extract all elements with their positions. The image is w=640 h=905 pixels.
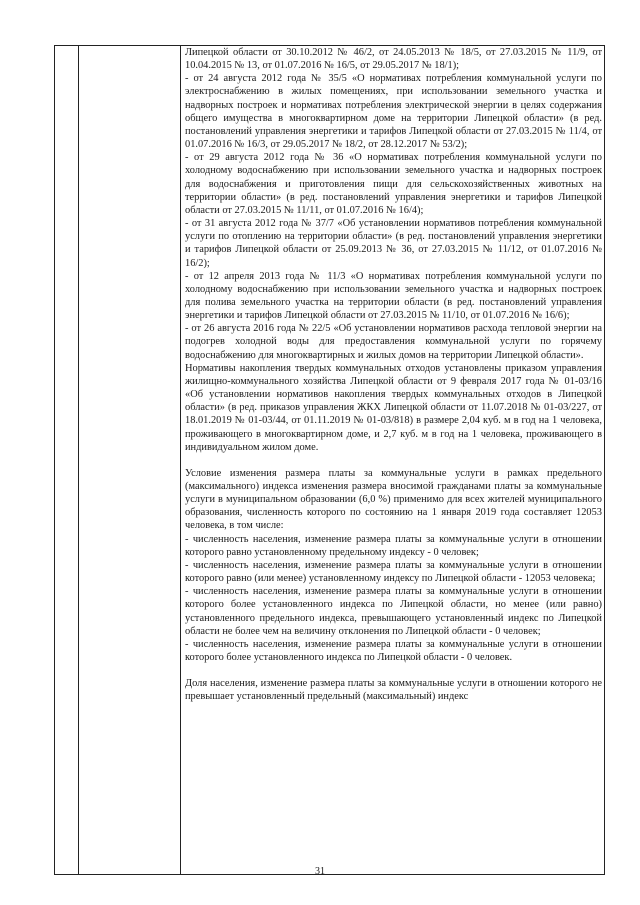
paragraph: - от 29 августа 2012 года № 36 «О нормативах потребления коммунальной услуги по холодному водоснабжению при использовании земельного участка и надворных построек для водоснабжения и приготовления пищи для сельскохозяйственных животных на территории области» (в ред. постановлений управления энергетики и тарифов Липецкой области от 27.03.2015 № 11/11, от 01.07.2016 № 16/4);: [185, 152, 602, 216]
blank-line: [185, 664, 602, 677]
paragraph: - численность населения, изменение размера платы за коммунальные услуги в отношении которого равно (или менее) установленному индексу по Липецкой области - 12053 человека;: [185, 559, 602, 585]
paragraph: Липецкой области от 30.10.2012 № 46/2, от 24.05.2013 № 18/5, от 27.03.2015 № 11/9, от 10.04.2015 № 13, от 01.07.2016 № 16/5, от 29.05.2017 № 18/1);: [185, 47, 602, 72]
paragraph: - численность населения, изменение размера платы за коммунальные услуги в отношении которого более установленного индекса по Липецкой области, но менее (или равно) установленного предельного индекса, превышающего установленный индекс по Липецкой области не более чем на величину отклонения по Липецкой области - 0 человек;: [185, 586, 602, 637]
table-column-divider-1: [78, 45, 79, 874]
table-column-divider-2: [180, 45, 181, 874]
paragraph: Нормативы накопления твердых коммунальных отходов установлены приказом управления жилищно-коммунального хозяйства Липецкой области от 9 февраля 2017 года № 01-03/16 «Об установлении нормативов накопления твердых коммунальных отходов в Липецкой области» (в ред. приказов управления ЖКХ Липецкой области от 11.07.2018 № 01-03/227, от 18.01.2019 № 01-03/44, от 01.11.2019 № 01-03/818) в размере 2,04 куб. м в год на 1 человека, проживающего в многоквартирном доме, и 2,7 куб. м в год на 1 человека, проживающего в индивидуальном жилом доме.: [185, 362, 602, 453]
table-content-cell: [185, 46, 602, 704]
paragraph: - от 26 августа 2016 года № 22/5 «Об установлении нормативов расхода тепловой энергии на подогрев холодной воды для предоставления коммунальной услуги по горячему водоснабжению для многоквартирных и жилых домов на территории Липецкой области».: [185, 323, 602, 361]
paragraph: - численность населения, изменение размера платы за коммунальные услуги в отношении которого равно установленному предельному индексу - 0 человек;: [185, 533, 602, 558]
paragraph: - от 12 апреля 2013 года № 11/3 «О нормативах потребления коммунальной услуги по холодному водоснабжению при использовании земельного участка и надворных построек для полива земельного участка на территории области (в ред. постановлений управления энергетики и тарифов Липецкой области от 27.03.2015 № 11/10, от 01.07.2016 № 16/6);: [185, 270, 602, 322]
page-number: 31: [315, 866, 325, 877]
paragraph: - от 31 августа 2012 года № 37/7 «Об установлении нормативов потребления коммунальной услуги по отоплению на территории области» (в ред. постановлений управления энергетики и тарифов Липецкой области от 25.09.2013 № 36, от 27.03.2015 № 11/12, от 01.07.2016 № 16/2);: [185, 218, 602, 269]
paragraph: Условие изменения размера платы за коммунальные услуги в рамках предельного (максимального) индекса изменения размера вносимой гражданами платы за коммунальные услуги в муниципальном образовании (6,0 %) применимо для всех жителей муниципального образования, численность которого по состоянию на 1 января 2019 года составляет 12053 человека, в том числе:: [185, 467, 602, 532]
blank-line: [185, 454, 602, 467]
paragraph: - от 24 августа 2012 года № 35/5 «О нормативах потребления коммунальной услуги по электроснабжению в жилых помещениях, при использовании земельного участка и надворных построек и нормативах потребления электрической энергии в целях содержания общего имущества в многоквартирном доме на территории Липецкой области» (в ред. постановлений управления энергетики и тарифов Липецкой области от 27.03.2015 № 11/4, от 01.07.2016 № 16/3, от 29.05.2017 № 18/2, от 28.12.2017 № 53/2);: [185, 73, 602, 151]
paragraph: Доля населения, изменение размера платы за коммунальные услуги в отношении которого не превышает установленный предельный (максимальный) индекс: [185, 678, 602, 703]
paragraph: - численность населения, изменение размера платы за коммунальные услуги в отношении которого более установленного индекса по Липецкой области - 0 человек.: [185, 638, 602, 664]
